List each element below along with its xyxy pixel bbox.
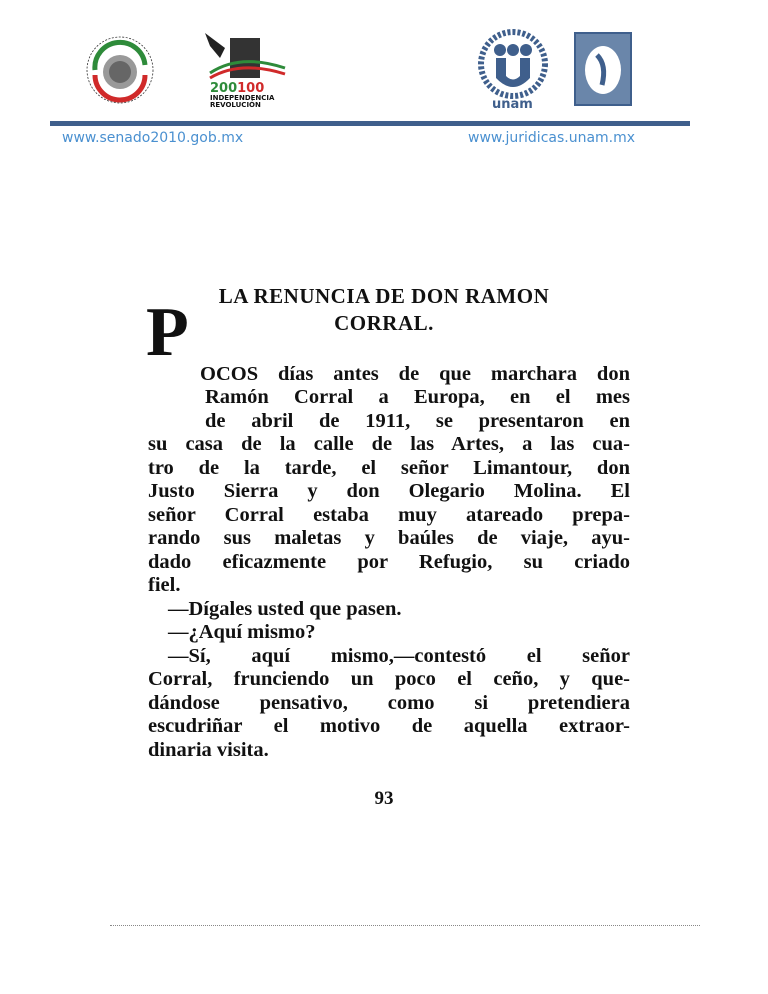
senado-url-link[interactable]: www.senado2010.gob.mx bbox=[62, 130, 244, 146]
text-line: Ramón Corral a Europa, en el mes bbox=[205, 386, 630, 408]
text-line: de abril de 1911, se presentaron en bbox=[205, 410, 630, 432]
text-line: dándose pensativo, como si pretendiera bbox=[148, 692, 630, 714]
text-line: dado eficazmente por Refugio, su criado bbox=[148, 551, 630, 573]
text-line: señor Corral estaba muy atareado prepa- bbox=[148, 504, 630, 526]
page-number: 93 bbox=[374, 788, 394, 809]
chapter-title-line1: LA RENUNCIA DE DON RAMON bbox=[218, 284, 550, 308]
text-line: su casa de la calle de las Artes, a las cua- bbox=[148, 433, 630, 455]
chapter-title-line2: CORRAL. bbox=[334, 311, 434, 335]
svg-text:REVOLUCIÓN: REVOLUCIÓN bbox=[210, 101, 261, 109]
unam-seal-logo bbox=[572, 30, 634, 108]
svg-text:INDEPENDENCIA: INDEPENDENCIA bbox=[210, 94, 275, 102]
text-line: —Sí, aquí mismo,—contestó el señor bbox=[168, 645, 630, 667]
text-line: rando sus maletas y baúles de viaje, ayu- bbox=[148, 527, 630, 549]
bicentenario-logo bbox=[200, 28, 292, 110]
text-line: OCOS días antes de que marchara don bbox=[200, 363, 630, 385]
scan-artifact-line bbox=[110, 925, 700, 928]
text-line: —Dígales usted que pasen. bbox=[168, 598, 402, 620]
text-line: escudriñar el motivo de aquella extraor- bbox=[148, 715, 630, 737]
text-line: Corral, frunciendo un poco el ceño, y que- bbox=[148, 668, 630, 690]
iij-unam-logo bbox=[478, 28, 548, 110]
svg-text:200100: 200100 bbox=[210, 81, 265, 96]
svg-text:unam: unam bbox=[492, 97, 533, 110]
senado-logo bbox=[85, 25, 155, 110]
text-line: tro de la tarde, el señor Limantour, don bbox=[148, 457, 630, 479]
text-line: Justo Sierra y don Olegario Molina. El bbox=[148, 480, 630, 502]
drop-cap: P bbox=[146, 294, 189, 371]
juridicas-url-link[interactable]: www.juridicas.unam.mx bbox=[468, 130, 636, 146]
header-rule bbox=[50, 121, 690, 126]
text-line: dinaria visita. bbox=[148, 739, 269, 761]
text-line: fiel. bbox=[148, 574, 181, 596]
text-line: —¿Aquí mismo? bbox=[168, 621, 316, 643]
